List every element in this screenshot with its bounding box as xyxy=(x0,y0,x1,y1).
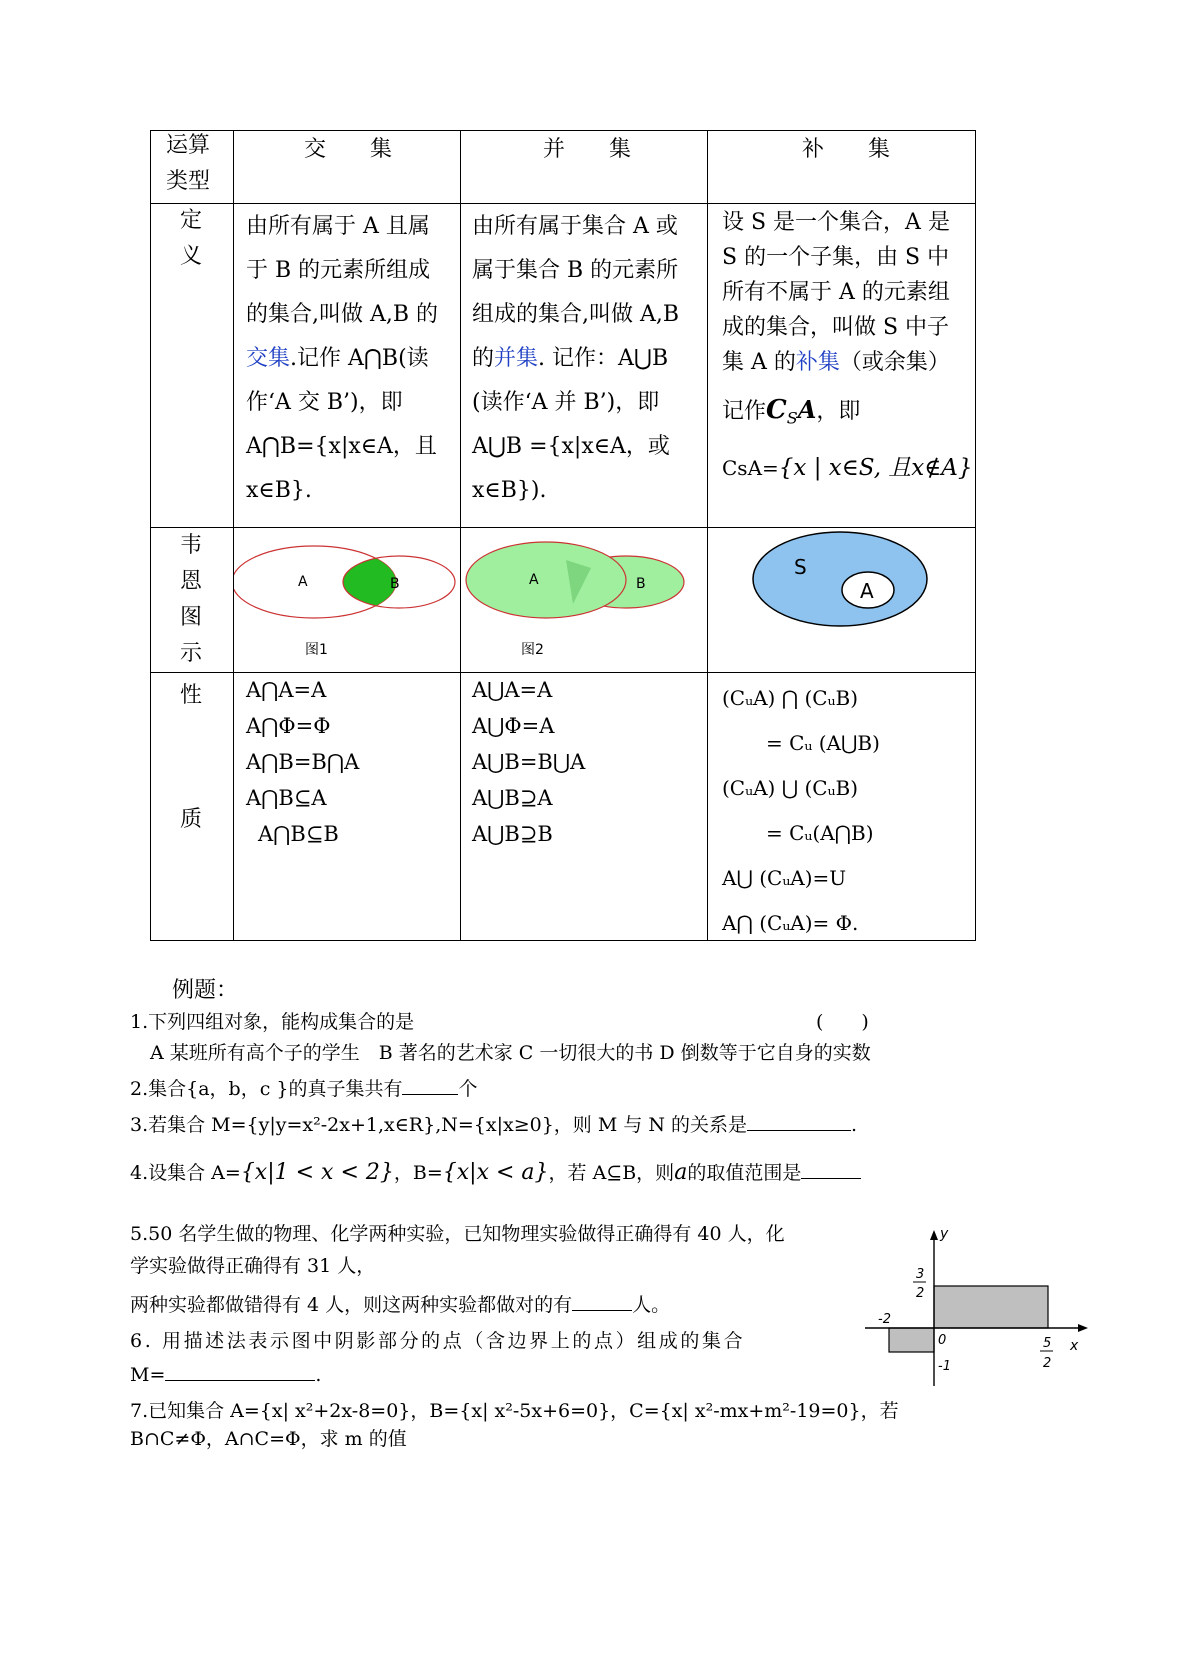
answer-blank[interactable] xyxy=(572,1292,632,1311)
venn-label-a: A xyxy=(529,572,539,588)
x-axis-arrow xyxy=(1078,1324,1088,1332)
question-1-options: A 某班所有高个子的学生 B 著名的艺术家 C 一切很大的书 D 倒数等于它自身的实数 xyxy=(150,1042,871,1064)
y-tick-num: 3 xyxy=(916,1267,925,1282)
definition-intersection: 由所有属于 A 且属 于 B 的元素所组成 的集合,叫做 A,B 的 交集.记作 A⋂B(读 作‘A 交 B’)，即 A⋂B={x|x∈A，且 x∈B}. xyxy=(246,214,439,503)
header-intersection: 交 集 xyxy=(304,137,393,162)
header-type-col: 运算 类型 xyxy=(166,133,211,194)
y-axis-arrow xyxy=(930,1230,938,1240)
examples-heading: 例题： xyxy=(172,978,239,1003)
x-tick-num: 5 xyxy=(1043,1336,1052,1351)
venn-label-b: B xyxy=(390,576,400,592)
answer-blank[interactable] xyxy=(402,1076,458,1095)
row-label-definition: 定 义 xyxy=(180,208,203,269)
question-2: 2.集合{a，b，c }的真子集共有 个 xyxy=(130,1078,478,1100)
question-1: 1.下列四组对象，能构成集合的是 xyxy=(130,1011,415,1033)
properties-union: A⋃A=A A⋃Φ=A A⋃B=B⋃A A⋃B⊇A A⋃B⊇B xyxy=(472,678,586,846)
origin-label: 0 xyxy=(938,1333,947,1348)
definition-union: 由所有属于集合 A 或 属于集合 B 的元素所 组成的集合,叫做 A,B 的并集. 记作：A⋃B (读作‘A 并 B’)，即 A⋃B ={x|x∈A，或 x∈B}). xyxy=(472,214,680,503)
x-tick-neg2: -2 xyxy=(878,1312,891,1327)
header-complement: 补 集 xyxy=(802,137,891,162)
table-border xyxy=(150,203,976,204)
venn-label-s: S xyxy=(794,555,807,579)
question-3: 3.若集合 M={y|y=x²-2x+1,x∈R},N={x|x≥0}，则 M 与 N 的关系是 . xyxy=(130,1114,858,1136)
header-union: 并 集 xyxy=(543,137,632,162)
venn-complement-diagram xyxy=(708,528,974,672)
question-4: 4.设集合 A={x|1 < x < 2}，B={x|x < a}，若 A⊆B，则a的取值范围是 xyxy=(130,1158,861,1185)
y-tick-neg1: -1 xyxy=(938,1359,951,1374)
question-1-answer-paren: ( ) xyxy=(816,1011,869,1033)
table-border-right xyxy=(975,130,976,941)
question-5-line-1: 5.50 名学生做的物理、化学两种实验，已知物理实验做得正确得有 40 人，化 xyxy=(130,1223,785,1245)
y-axis-label: y xyxy=(940,1226,949,1242)
question-5-line-2: 学实验做得正确得有 31 人， xyxy=(130,1255,376,1277)
venn-set-a-fill xyxy=(466,542,626,618)
y-tick-den: 2 xyxy=(916,1286,925,1301)
row-label-properties: 性 质 xyxy=(180,683,203,832)
question-7-line-1: 7.已知集合 A={x| x²+2x-8=0}，B={x| x²-5x+6=0}，C={x| x²-mx+m²-19=0}，若 xyxy=(130,1400,899,1422)
question-5-line-3: 两种实验都做错得有 4 人，则这两种实验都做对的有 人。 xyxy=(130,1294,671,1316)
venn-label-a: A xyxy=(298,574,308,590)
row-label-venn: 韦 恩 图 示 xyxy=(180,533,203,666)
shaded-region-upper xyxy=(934,1286,1048,1328)
term-union: 并集 xyxy=(494,346,539,371)
question-6-line-2: M= . xyxy=(130,1364,322,1386)
shaded-region-lower xyxy=(889,1328,934,1352)
figure-1-caption: 图1 xyxy=(305,642,328,658)
properties-complement: (CᵤA) ⋂ (CᵤB) = Cᵤ (A⋃B) (CᵤA) ⋃ (CᵤB) = Cᵤ(A⋂B) A⋃ (CᵤA)=U A⋂ (CᵤA)= Φ. xyxy=(722,686,880,935)
definition-complement: 设 S 是一个集合，A 是 S 的一个子集，由 S 中 所有不属于 A 的元素组 成的集合，叫做 S 中子 集 A 的补集（或余集） 记作$C_SA$，即 CsA={x | x∈S, 且x∉A} xyxy=(722,210,973,482)
term-complement: 补集 xyxy=(795,350,840,375)
venn-label-b: B xyxy=(636,576,646,592)
x-tick-den: 2 xyxy=(1043,1356,1052,1371)
question-7-line-2: B∩C≠Φ，A∩C=Φ，求 m 的值 xyxy=(130,1428,407,1450)
shaded-region-graph xyxy=(860,1226,1090,1396)
answer-blank[interactable] xyxy=(801,1160,861,1179)
venn-union-diagram xyxy=(461,528,707,672)
figure-2-caption: 图2 xyxy=(521,642,544,658)
venn-intersection-diagram xyxy=(234,528,460,672)
answer-blank[interactable] xyxy=(165,1362,315,1381)
term-intersection: 交集 xyxy=(246,346,291,371)
universal-set-s xyxy=(753,532,927,626)
properties-intersection: A⋂A=A A⋂Φ=Φ A⋂B=B⋂A A⋂B⊆A A⋂B⊆B xyxy=(246,678,360,846)
venn-label-a: A xyxy=(860,579,874,603)
x-axis-label: x xyxy=(1070,1338,1079,1354)
answer-blank[interactable] xyxy=(747,1112,851,1131)
table-border-left xyxy=(150,130,151,941)
question-6-line-1: 6. 用描述法表示图中阴影部分的点（含边界上的点）组成的集合 xyxy=(130,1330,746,1352)
